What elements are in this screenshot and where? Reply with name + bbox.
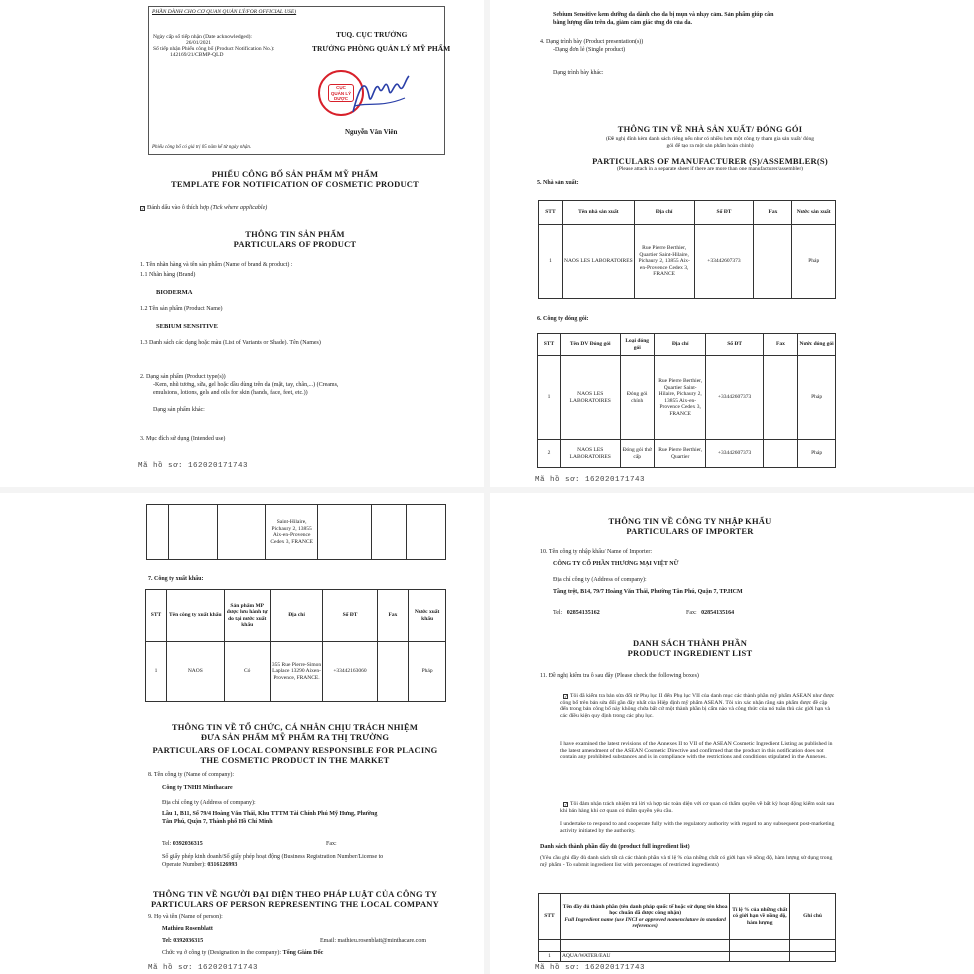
notification-number-label: Số tiếp nhận Phiếu công bố (Product Notification No.): [153,46,275,52]
checkbox-checked-icon: ✓ [564,694,568,699]
file-number-4: Mã hồ sơ: 162020171743 [535,964,646,972]
section-manufacturer-en: PARTICULARS OF MANUFACTURER (S)/ASSEMBLER(S) [592,156,828,166]
license-line-1: Số giấy phép kinh doanh/Số giấy phép hoạt động (Business Registration Number/License to [162,854,384,860]
importer-name: CÔNG TY CỔ PHẦN THƯƠNG MẠI VIỆT NỮ [553,561,679,567]
continued-table [146,504,446,560]
local-address-label: Địa chỉ công ty (Address of company): [162,800,256,806]
section-local-company-en-1: PARTICULARS OF LOCAL COMPANY RESPONSIBLE FOR PLACING [152,745,438,755]
page-3-bottom-left [0,493,484,974]
intended-use-line-2: bằng lượng dầu trên da, giảm cảm giác ửng đỏ của da. [553,20,693,26]
page-4-bottom-right [490,493,974,974]
item-5: 5. Nhà sản xuất: [537,180,579,186]
signature-scribble [345,68,415,124]
official-use-header: PHẦN DÀNH CHO CƠ QUAN QUẢN LÝ/FOR OFFICIAL USE) [152,9,297,15]
date-acknowledged-label: Ngày cấp số tiếp nhận (Date acknowledged): [153,34,252,40]
seal-text: CỤC QUẢN LÝ DƯỢC [328,84,354,102]
checkbox-checked-icon: ✓ [564,802,568,807]
ingredient-list-title-en: PRODUCT INGREDIENT LIST [627,648,753,658]
table-row: 1 NAOS Có 355 Rue Pierre-Simon Laplace 13290 Aixen-Provence, FRANCE. +33442163060 Pháp [146,642,446,702]
item-2-desc-1: -Kem, nhũ tương, sữa, gel hoặc dầu dùng trên da (mặt, tay, chân,...) (Creams, [153,382,339,388]
product-name-value: SEBIUM SENSITIVE [156,323,218,330]
item-7: 7. Công ty xuất khẩu: [148,576,204,582]
section-manufacturer-note-2: gói để tạo ra một sản phẩm hoàn chỉnh) [666,143,754,149]
importer-address-label: Địa chỉ công ty (Address of company): [553,577,647,583]
declaration-2-en: I undertake to respond to and cooperate fully with the regulatory authority with regard to any subsequent post-marketing activity initiated by the authority. [560,821,835,834]
section-product-vi: THÔNG TIN SẢN PHẨM [245,229,345,239]
table-row: 1 NAOS LES LABORATOIRES Rue Pierre Berthier, Quartier Saint-Hilaire, Pichaury 2, 13855 Aix-en-Provence Cedex 3, FRANCE +33442607373 Pháp [539,225,836,299]
item-2-desc-2: emulsions, lotions, gels and oils for skin (hands, face, feet, etc.)) [153,390,308,396]
table-row: Saint-Hilaire, Pichaury 2, 13855 Aix-en-Provence Cedex 3, FRANCE [147,505,446,560]
tick-note: ✓ Đánh dấu vào ô thích hợp (Tick where applicable) [141,205,268,211]
declaration-1-en: I have examined the latest revisions of the Annexes II to VII of the ASEAN Cosmetic Ingredient Listing as published in the latest amendment of the ASEAN Cosmetic Directive and confirmed that the product in this notification does not contain any prohibited substances and is in compliance with the restrictions and conditions stipulated in the Annexes. [560,741,833,761]
representative-name: Mathieu Rosenblatt [162,926,213,932]
item-8: 8. Tên công ty (Name of company): [148,772,235,778]
section-manufacturer-vi: THÔNG TIN VỀ NHÀ SẢN XUẤT/ ĐÓNG GÓI [617,124,803,134]
item-4: 4. Dạng trình bày (Product presentation(s)) [540,39,644,45]
local-tel: Tel: 0392036315 [162,841,203,847]
item-6: 6. Công ty đóng gói: [537,316,589,322]
section-manufacturer-note-1: (Đề nghị đính kèm danh sách riêng nếu như có nhiều hơn một công ty tham gia sản xuất/ đóng [606,136,814,142]
page-1-top-left [0,0,484,487]
form-title-en: TEMPLATE FOR NOTIFICATION OF COSMETIC PRODUCT [170,179,420,189]
declaration-1-vi: Tôi đã kiểm tra bản sửa đổi từ Phụ lục II đến Phụ lục VII của danh mục các thành phần mỹ phẩm ASEAN như được công bố trên bản sửa đổi gần đây nhất của Hiệp định mỹ phẩm ASEAN. Tôi xin xác nhận rằng sản phẩm được đề cập đến trong bản công bố này không chứa bất cứ một thành phần bị cấm nào và công thức của nó tuân thủ các giới hạn và các điều kiện quy định trong các phụ lục. [560,693,835,719]
full-list-label: Danh sách thành phần đầy đủ (product full ingredient list) [540,844,690,850]
representative-tel: Tel: 0392036315 [162,938,204,944]
item-1-2: 1.2 Tên sản phẩm (Product Name) [140,306,223,312]
declaration-2-vi: Tôi đảm nhận trách nhiệm trả lời và hợp tác toàn diện với cơ quan có thẩm quyền về bất kỳ hoạt động kiểm soát sau khi bán hàng khi cơ quan có thẩm quyền yêu cầu. [560,801,835,814]
checkbox-checked-icon: ✓ [141,206,145,211]
date-acknowledged-value: 26/01/2021 [186,40,212,46]
item-1: 1. Tên nhãn hàng và tên sản phẩm (Name of brand & product) : [140,262,293,268]
form-title-vi: PHIẾU CÔNG BỐ SẢN PHẨM MỸ PHẨM [211,169,379,179]
item-11: 11. Đề nghị kiểm tra ô sau đây (Please check the following boxes) [540,673,699,679]
file-number-1: Mã hồ sơ: 162020171743 [138,462,249,470]
table-row: 2 NAOS LES LABORATOIRES Đóng gói thứ cấp Rue Pierre Berthier, Quartier +33442607373 Pháp [538,440,836,468]
section-importer-vi: THÔNG TIN VỀ CÔNG TY NHẬP KHẨU [608,516,772,526]
notification-number-value: 142169/21/CBMP-QLD [170,52,224,58]
representative-email: Email: mathieu.rosenblatt@minthacare.com [320,938,426,944]
section-representative-vi: THÔNG TIN VỀ NGƯỜI ĐẠI DIỆN THEO PHÁP LUẬT CỦA CÔNG TY [152,889,438,899]
packer-table: STT Tên DV Đóng gói Loại đóng gói Địa chỉ Số ĐT Fax Nước đóng gói 1 NAOS LES LABORATOIRES Đóng gói chính Rue Pierre Berthier, Quartier Saint-Hilaire, Pichaury 2, 13855 Aix-en-Provence Cedex 3, FRANCE +33442607373 Pháp 2 NAOS LES LABORATOIRES Đóng gói thứ cấp Rue Pierre Berthier, Quartier +33442607373 Pháp [537,333,836,468]
section-manufacturer-en-note: (Please attach in a separate sheet if there are more than one manufacturer/assembler) [617,166,803,172]
section-local-company-en-2: THE COSMETIC PRODUCT IN THE MARKET [200,755,390,765]
local-company-name: Công ty TNHH Minthacare [162,785,233,791]
item-10: 10. Tên công ty nhập khẩu/ Name of Importer: [540,549,653,555]
item-4-other: Dạng trình bày khác: [553,70,604,76]
manufacturer-table: STT Tên nhà sản xuất Địa chỉ Số ĐT Fax Nước sản xuất 1 NAOS LES LABORATOIRES Rue Pierre Berthier, Quartier Saint-Hilaire, Pichaury 2, 13855 Aix-en-Provence Cedex 3, FRANCE +33442607373 Pháp [538,200,836,299]
ingredient-list-title-vi: DANH SÁCH THÀNH PHẦN [632,638,748,648]
ingredient-table: STT Tên đầy đủ thành phần (tên danh pháp quốc tế hoặc sử dụng tên khoa học chuẩn đã được công nhận) Full Ingredient name (use INCI or approved nomenclature in standard references) Tỉ lệ % của những chất có giới hạn về nồng độ, hàm lượng Ghi chú 1 AQUA/WATER/EAU [538,893,836,962]
file-number-3: Mã hồ sơ: 162020171743 [148,964,259,972]
item-4-value: -Dạng đơn lẻ (Single product) [553,47,626,53]
page-2-top-right [490,0,974,487]
intended-use-line-1: Sebium Sensitive kem dưỡng da dành cho da bị mụn và nhạy cảm. Sản phẩm giúp cân [553,12,774,18]
file-number-2: Mã hồ sơ: 162020171743 [535,476,646,484]
representative-position: Chức vụ ở công ty (Designation in the company): Tổng Giám Đốc [162,950,324,956]
brand-value: BIODERMA [156,289,193,296]
item-1-3: 1.3 Danh sách các dạng hoặc màu (List of Variants or Shade). Tên (Names) [140,340,321,346]
signer-name: Nguyễn Văn Viên [345,128,398,136]
table-row: 1 AQUA/WATER/EAU [539,952,836,962]
official-title-1: TUQ. CỤC TRƯỞNG [336,30,408,39]
item-9: 9. Họ và tên (Name of person): [148,914,223,920]
local-address-1: Lầu 1, B11, Số 79/4 Hoàng Văn Thái, Khu TTTM Tài Chính Phú Mỹ Hưng, Phường [162,811,378,817]
full-list-note: (Yêu cầu ghi đầy đủ danh sách tất cả các thành phần và tỉ lệ % của những chất có giới hạn về nồng độ, hàm lượng sử dụng trong mỹ phẩm - To submit ingredient list with percentages of restricted ingredients) [540,855,833,868]
item-2-other: Dạng sản phẩm khác: [153,407,205,413]
importer-tel: Tel: 02854135162 [553,610,600,616]
table-row: 1 NAOS LES LABORATOIRES Đóng gói chính Rue Pierre Berthier, Quartier Saint-Hilaire, Pichaury 2, 13855 Aix-en-Provence Cedex 3, FRANCE +33442607373 Pháp [538,356,836,440]
section-representative-en: PARTICULARS OF PERSON REPRESENTING THE LOCAL COMPANY [151,899,439,909]
item-1-1: 1.1 Nhãn hàng (Brand) [140,272,196,278]
importer-address: Tầng trệt, B14, 79/7 Hoàng Văn Thái, Phường Tân Phú, Quận 7, TP.HCM [553,589,743,595]
exporter-table: STT Tên công ty xuất khẩu Sản phẩm MP được lưu hành tự do tại nước xuất khẩu Địa chỉ Số ĐT Fax Nước xuất khẩu 1 NAOS Có 355 Rue Pierre-Simon Laplace 13290 Aixen-Provence, FRANCE. +33442163060 Pháp [145,589,446,702]
item-3: 3. Mục đích sử dụng (Intended use) [140,436,226,442]
item-2: 2. Dạng sản phẩm (Product type(s)) [140,374,226,380]
section-product-en: PARTICULARS OF PRODUCT [233,239,357,249]
local-address-2: Tân Phú, Quận 7, Thành phố Hồ Chí Minh [162,819,273,825]
section-local-company-vi-2: ĐƯA SẢN PHẨM MỸ PHẨM RA THỊ TRƯỜNG [200,732,390,742]
importer-fax: Fax: 02854135164 [686,610,735,616]
official-title-2: TRƯỞNG PHÒNG QUẢN LÝ MỸ PHẨM [312,44,451,53]
license-line-2: Operate Number): 0316126993 [162,862,238,868]
section-local-company-vi-1: THÔNG TIN VỀ TỔ CHỨC, CÁ NHÂN CHỊU TRÁCH NHIỆM [171,722,419,732]
local-fax-label: Fax: [326,841,337,847]
validity-note: Phiếu công bố có giá trị 05 năm kể từ ngày nhận. [152,145,252,150]
section-importer-en: PARTICULARS OF IMPORTER [626,526,754,536]
